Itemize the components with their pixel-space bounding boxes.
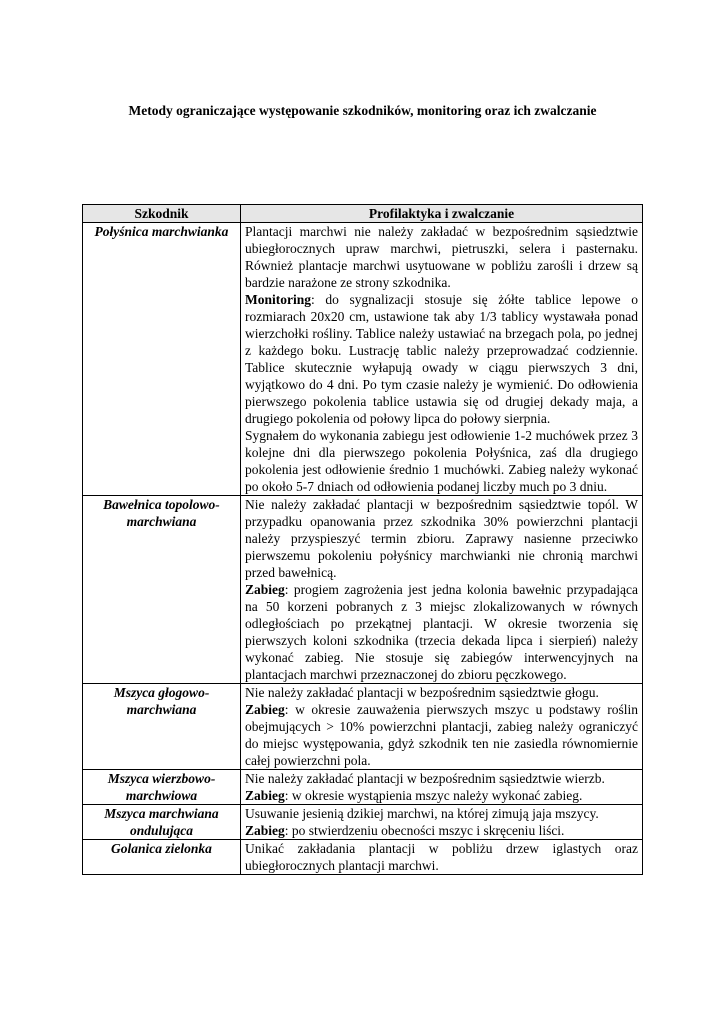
pest-table <box>82 204 643 875</box>
table-row <box>83 684 643 770</box>
signal-text: Sygnałem do wykonania zabiegu jest odłowienie 1-2 muchówek przez 3 kolejne dni dla pierwszego pokolenia Połyśnica, zaś dla drugiego pokolenia jest odłowienie średnio 1 muchówki. Zabieg należy wykonać po około 5-7 dniach od odłowienia podanej liczby much po 3 dniu. <box>245 428 638 494</box>
treatment-paragraph <box>245 701 638 769</box>
treatment-paragraph <box>245 787 638 804</box>
pest-name: Golanica zielonka <box>83 840 241 875</box>
page-title: Metody ograniczające występowanie szkodników, monitoring oraz ich zwalczanie <box>128 103 597 118</box>
prevention-text: Nie należy zakładać plantacji w bezpośrednim sąsiedztwie głogu. <box>245 685 599 700</box>
table-row <box>83 770 643 805</box>
treatment-text: : po stwierdzeniu obecności mszyc i skręceniu liści. <box>284 823 565 838</box>
table-row <box>83 840 643 875</box>
header-measures: Profilaktyka i zwalczanie <box>241 205 643 223</box>
treatment-label: Zabieg <box>245 788 285 803</box>
pest-name: Mszyca głogowo-marchwiana <box>83 684 241 770</box>
monitoring-text: : do sygnalizacji stosuje się żółte tablice lepowe o rozmiarach 20x20 cm, ustawione tak aby 1/3 tablicy wystawała ponad wierzchołki rośliny. Tablice należy ustawiać na brzegach pola, po jednej z każdego boku. Lustrację tablic należy przeprowadzać codziennie. Tablice skutecznie wyłapują owady w ciągu pierwszych 3 dni, wyjątkowo do 4 dni. Po tym czasie należy je wymienić. Do odłowienia pierwszego pokolenia tablice ustawia się od drugiej dekady maja, a drugiego pokolenia od połowy lipca do połowy sierpnia. <box>245 292 638 426</box>
prevention-text: Usuwanie jesienią dzikiej marchwi, na której zimują jaja mszycy. <box>245 806 599 821</box>
treatment-paragraph <box>245 822 638 839</box>
treatment-text: : progiem zagrożenia jest jedna kolonia bawełnic przypadająca na 50 korzeni pobranych z 3 miejsc zlokalizowanych w równych odległościach po przekątnej plantacji. W okresie tworzenia się pierwszych koloni szkodnika (trzecia dekada lipca i sierpień) należy wykonać zabieg. Nie stosuje się zabiegów interwencyjnych na plantacjach marchwi przeznaczonej do zbioru pęczkowego. <box>245 582 638 682</box>
pest-measures <box>241 840 643 875</box>
treatment-label: Zabieg <box>245 823 285 838</box>
pest-name: Mszyca marchwiana ondulująca <box>83 805 241 840</box>
prevention-text: Unikać zakładania plantacji w pobliżu drzew iglastych oraz ubiegłorocznych plantacji marchwi. <box>245 841 638 873</box>
pest-measures <box>241 496 643 684</box>
pest-measures <box>241 770 643 805</box>
pest-name: Mszyca wierzbowo-marchwiowa <box>83 770 241 805</box>
table-row <box>83 805 643 840</box>
pest-measures <box>241 223 643 496</box>
treatment-paragraph <box>245 581 638 683</box>
treatment-text: : w okresie wystąpienia mszyc należy wykonać zabieg. <box>284 788 583 803</box>
treatment-label: Zabieg <box>245 582 285 597</box>
table-row <box>83 223 643 496</box>
header-pest: Szkodnik <box>83 205 241 223</box>
prevention-text: Nie należy zakładać plantacji w bezpośrednim sąsiedztwie wierzb. <box>245 771 605 786</box>
pest-name: Bawełnica topolowo-marchwiana <box>83 496 241 684</box>
table-row <box>83 496 643 684</box>
monitoring-label: Monitoring <box>245 292 311 307</box>
treatment-label: Zabieg <box>245 702 285 717</box>
pest-name: Połyśnica marchwianka <box>83 223 241 496</box>
pest-measures <box>241 684 643 770</box>
treatment-text: : w okresie zauważenia pierwszych mszyc u podstawy roślin obejmujących > 10% powierzchni plantacji, zabieg należy ograniczyć do miejsc występowania, gdyż szkodnik ten nie zasiedla równomiernie całej powierzchni pola. <box>245 702 638 768</box>
monitoring-paragraph <box>245 291 638 427</box>
table-header-row <box>83 205 643 223</box>
prevention-text: Plantacji marchwi nie należy zakładać w bezpośrednim sąsiedztwie ubiegłorocznych upraw marchwi, pietruszki, selera i pasternaku. Również plantacje marchwi usytuowane w pobliżu zarośli i drzew są bardzie narażone ze strony szkodnika. <box>245 224 638 290</box>
pest-measures <box>241 805 643 840</box>
prevention-text: Nie należy zakładać plantacji w bezpośrednim sąsiedztwie topól. W przypadku opanowania przez szkodnika 30% powierzchni plantacji należy przyspieszyć termin zbioru. Zaprawy nasienne przeciwko pierwszemu pokoleniu połyśnicy marchwianki nie chronią marchwi przed bawełnicą. <box>245 497 638 580</box>
